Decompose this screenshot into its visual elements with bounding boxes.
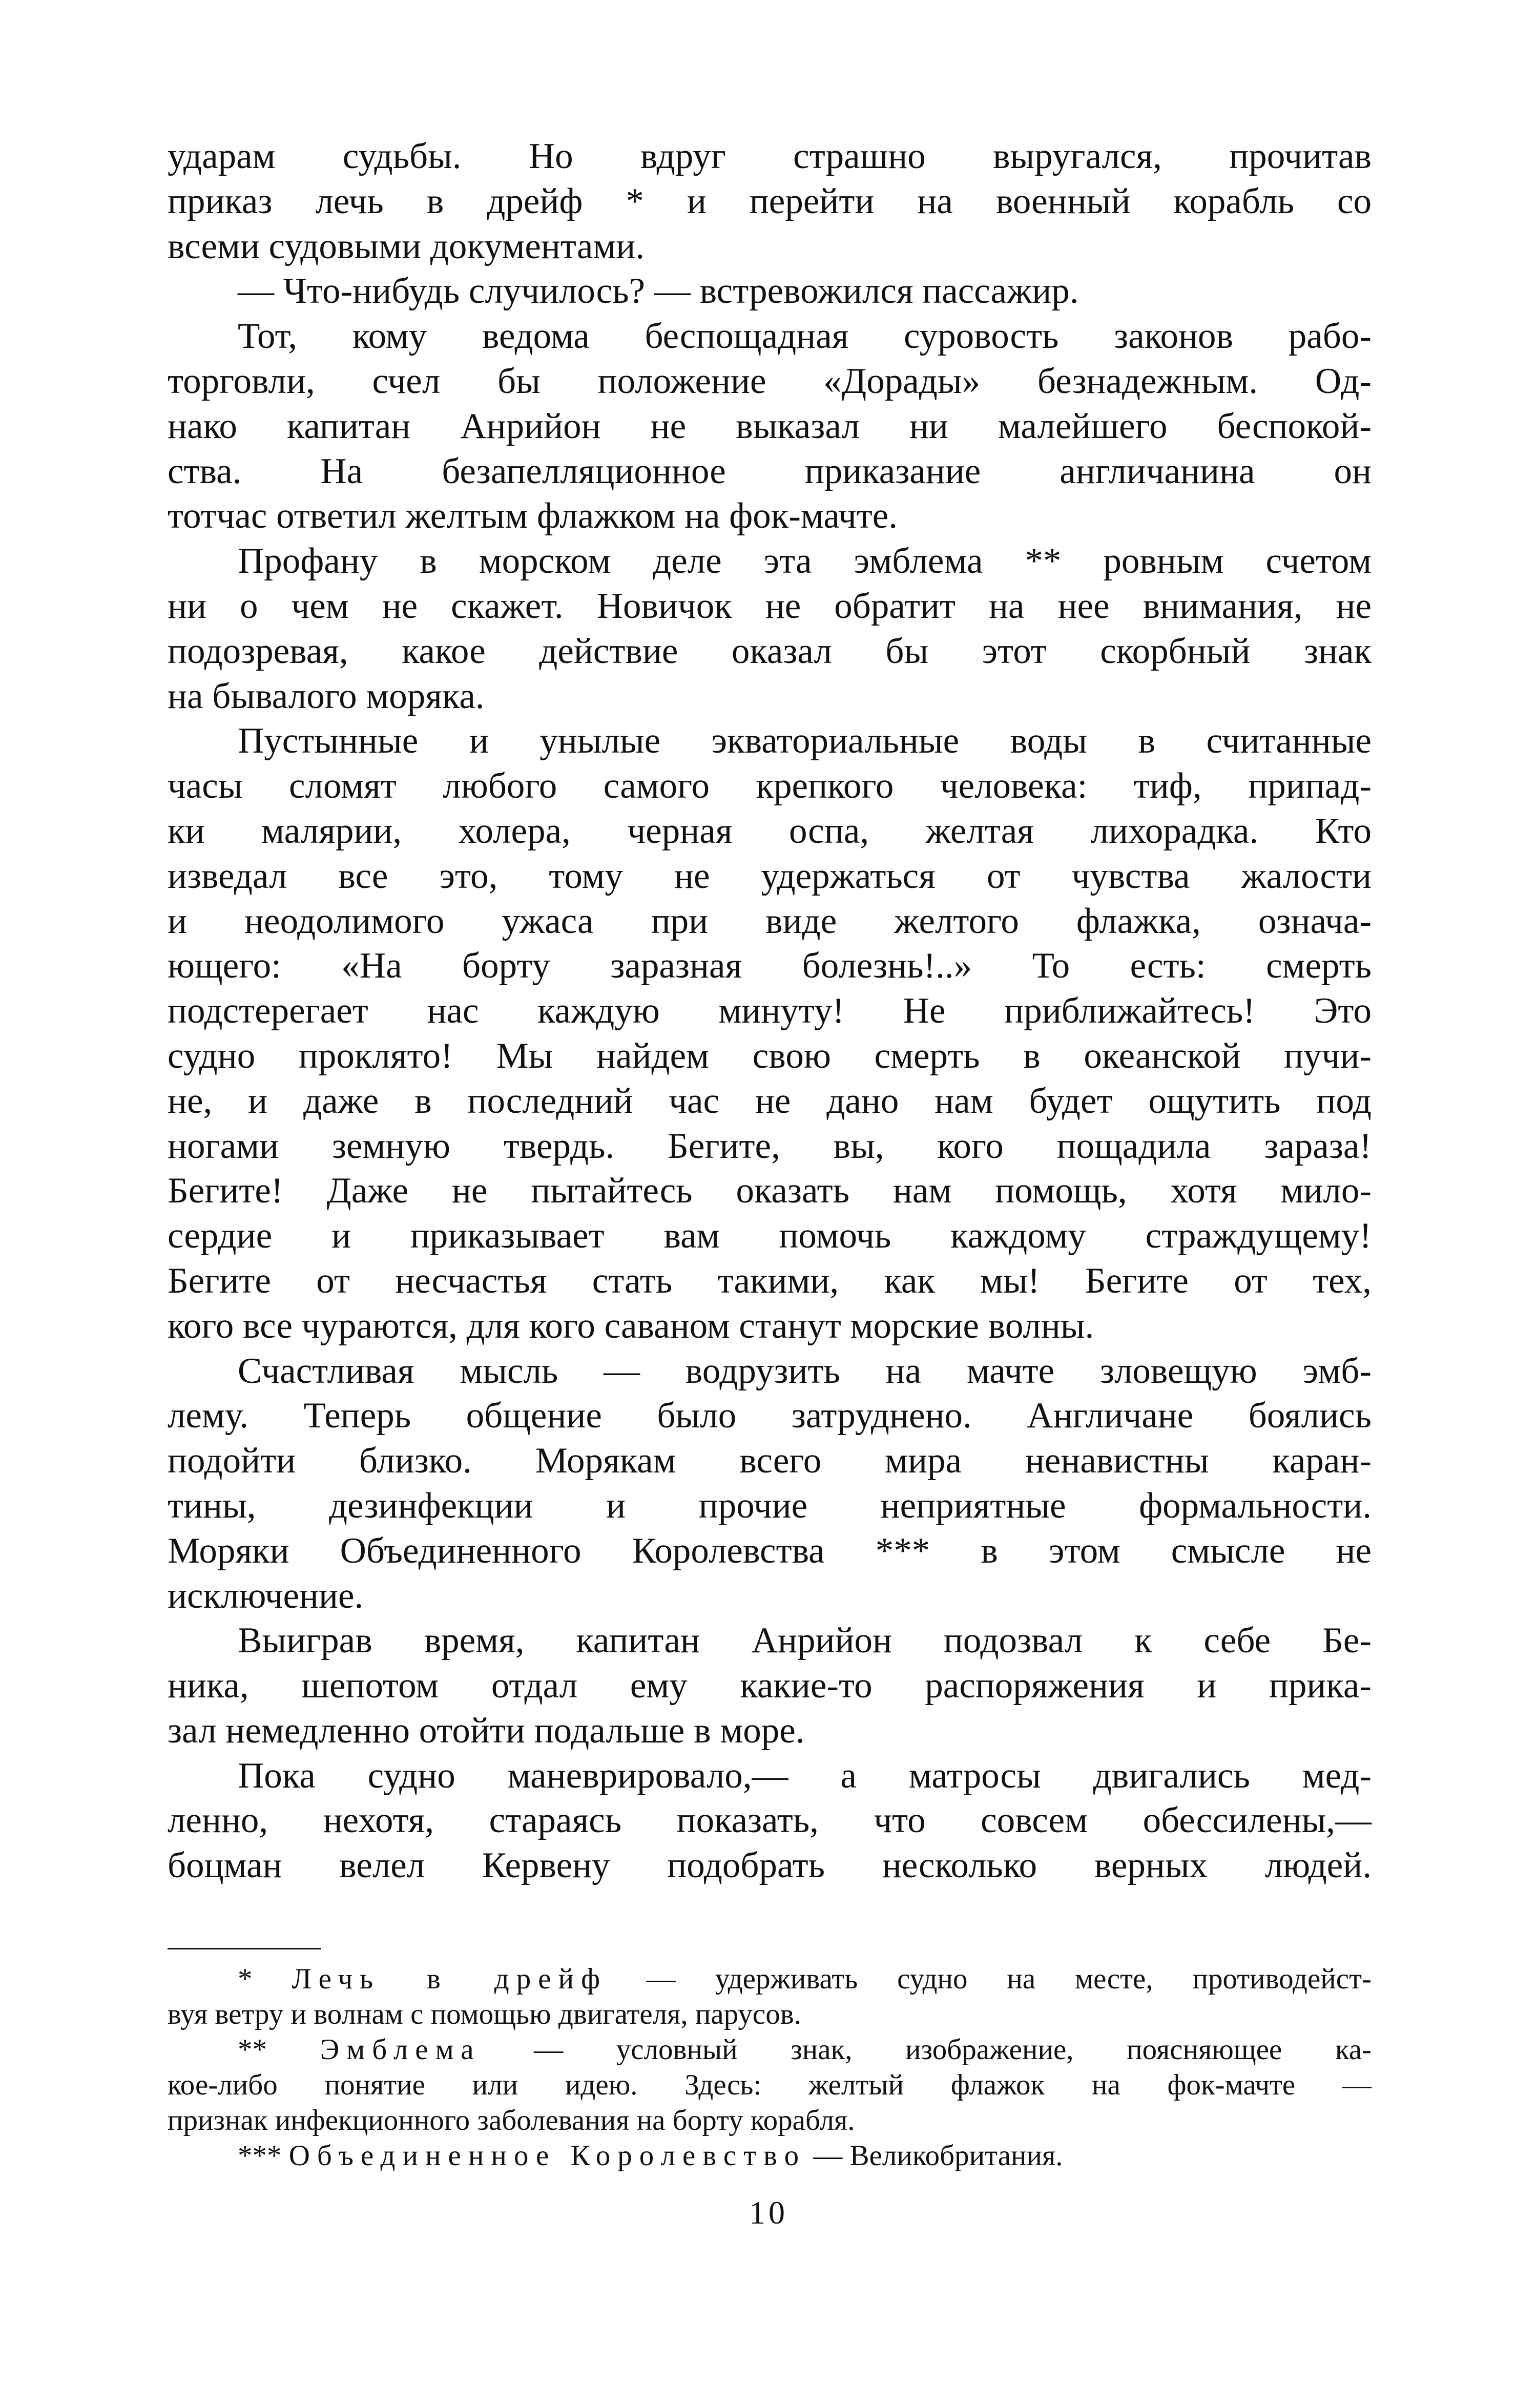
text-line: лему. Теперь общение было затруднено. Англичане боялись: [168, 1396, 1372, 1436]
page-body: [168, 134, 1372, 1888]
text-line: Выиграв время, капитан Анрийон подозвал к себе Бе-: [238, 1621, 1372, 1661]
text-line: Пустынные и унылые экваториальные воды в считанные: [238, 721, 1372, 761]
text-line: Моряки Объединенного Королевства *** в этом смысле не: [168, 1530, 1372, 1571]
footnote: [168, 1961, 1372, 2032]
text-line: ленно, нехотя, стараясь показать, что совсем обессилены,—: [168, 1800, 1372, 1841]
text-line: зал немедленно отойти подальше в море.: [168, 1710, 805, 1751]
text-line: Пока судно маневрировало,— а матросы двигались мед-: [238, 1755, 1372, 1796]
text-line: подойти близко. Морякам всего мира ненавистны каран-: [168, 1441, 1372, 1481]
text-line: приказ лечь в дрейф * и перейти на военный корабль со: [168, 181, 1372, 221]
footnote-divider: [168, 1948, 321, 1949]
text-line: кого все чураются, для кого саваном станут морские волны.: [168, 1305, 1094, 1346]
footnote-definition: — Великобритания.: [806, 2140, 1063, 2172]
text-line: сердие и приказывает вам помочь каждому страждущему!: [168, 1216, 1372, 1256]
footnote-term: Лечь в дрейф: [292, 1963, 608, 1995]
footnote-term: Объединенное Королевство: [288, 2140, 806, 2172]
text-line: Бегите! Даже не пытайтесь оказать нам помощь, хотя мило-: [168, 1171, 1372, 1211]
text-line: изведал все это, тому не удержаться от чувства жалости: [168, 856, 1372, 896]
text-line: — Что-нибудь случилось? — встревожился пассажир.: [238, 271, 1079, 312]
text-line: не, и даже в последний час не дано нам будет ощутить под: [168, 1081, 1372, 1121]
paragraph: [168, 1349, 1372, 1619]
footnote-line: [168, 1961, 1372, 1997]
footnote-definition: — условный знак, изображение, поясняющее ка-: [481, 2033, 1372, 2066]
text-line: Счастливая мысль — водрузить на мачте зловещую эмб-: [238, 1351, 1372, 1391]
page-number: 10: [749, 2194, 788, 2231]
text-line: подстерегает нас каждую минуту! Не приближайтесь! Это: [168, 991, 1372, 1031]
text-line: исключение.: [168, 1575, 364, 1616]
footnote-marker: *: [238, 1963, 253, 1995]
text-line: часы сломят любого самого крепкого человека: тиф, припад-: [168, 766, 1372, 806]
paragraph: [168, 539, 1372, 719]
footnotes: [168, 1961, 1372, 2173]
footnote-line: вуя ветру и волнам с помощью двигателя, парусов.: [168, 1998, 801, 2030]
footnote-line: признак инфекционного заболевания на борту корабля.: [168, 2104, 855, 2136]
text-line: ства. На безапелляционное приказание англичанина он: [168, 451, 1372, 491]
text-line: всеми судовыми документами.: [168, 226, 645, 266]
text-line: судно проклято! Мы найдем свою смерть в океанской пучи-: [168, 1035, 1372, 1076]
footnote-marker: **: [238, 2033, 267, 2066]
text-line: ударам судьбы. Но вдруг страшно выругался, прочитав: [168, 136, 1372, 176]
text-line: ки малярии, холера, черная оспа, желтая лихорадка. Кто: [168, 811, 1372, 851]
text-line: ющего: «На борту заразная болезнь!..» То есть: смерть: [168, 946, 1372, 986]
text-line: подозревая, какое действие оказал бы этот скорбный знак: [168, 631, 1372, 671]
footnote: [168, 2032, 1372, 2138]
text-line: Тот, кому ведома беспощадная суровость законов рабо-: [238, 316, 1372, 357]
paragraph: [168, 1618, 1372, 1753]
footnote-line: [168, 2138, 1372, 2173]
text-line: Профану в морском деле эта эмблема ** ровным счетом: [238, 541, 1372, 582]
paragraph: [168, 134, 1372, 269]
text-line: ногами земную твердь. Бегите, вы, кого пощадила зараза!: [168, 1126, 1372, 1166]
footnote-line: [168, 2032, 1372, 2067]
footnote-line: кое-либо понятие или идею. Здесь: желтый флажок на фок-мачте —: [168, 2069, 1372, 2101]
text-line: нако капитан Анрийон не выказал ни малейшего беспокой-: [168, 406, 1372, 446]
footnote-marker: ***: [238, 2140, 282, 2172]
text-line: на бывалого моряка.: [168, 676, 485, 716]
text-line: ни о чем не скажет. Новичок не обратит на нее внимания, не: [168, 586, 1372, 626]
paragraph: [168, 314, 1372, 539]
footnote: [168, 2138, 1372, 2173]
text-line: ника, шепотом отдал ему какие-то распоряжения и прика-: [168, 1666, 1372, 1706]
text-line: Бегите от несчастья стать такими, как мы! Бегите от тех,: [168, 1260, 1372, 1301]
text-line: тотчас ответил желтым флажком на фок-мачте.: [168, 496, 898, 536]
paragraph: [168, 269, 1372, 314]
text-line: торговли, счел бы положение «Дорады» безнадежным. Од-: [168, 361, 1372, 401]
footnote-definition: — удерживать судно на месте, противодейст-: [607, 1963, 1372, 1995]
text-line: боцман велел Кервену подобрать несколько верных людей.: [168, 1845, 1372, 1886]
text-line: тины, дезинфекции и прочие неприятные формальности.: [168, 1485, 1372, 1526]
paragraph: [168, 719, 1372, 1348]
paragraph: [168, 1754, 1372, 1888]
footnote-term: Эмблема: [320, 2033, 481, 2066]
text-line: и неодолимого ужаса при виде желтого флажка, означа-: [168, 901, 1372, 941]
